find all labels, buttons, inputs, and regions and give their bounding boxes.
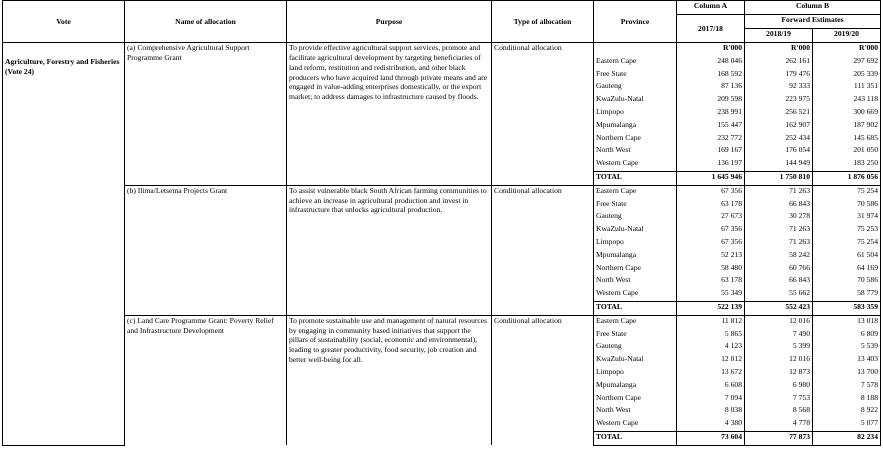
province-cell: Gauteng bbox=[594, 81, 677, 94]
value-2018-19: 12 016 bbox=[745, 354, 813, 367]
province-cell: Free State bbox=[594, 69, 677, 82]
year-2017-header: 2017/18 bbox=[677, 15, 745, 43]
value-2018-19: 58 242 bbox=[745, 250, 813, 263]
province-cell: North West bbox=[594, 145, 677, 158]
province-cell: KwaZulu-Natal bbox=[594, 224, 677, 237]
value-2017-18: 6 608 bbox=[677, 380, 745, 393]
province-cell bbox=[594, 43, 677, 56]
value-2018-19: 4 778 bbox=[745, 418, 813, 431]
value-2017-18: 248 046 bbox=[677, 56, 745, 69]
value-2019-20: 70 586 bbox=[813, 275, 881, 288]
value-2019-20: 75 254 bbox=[813, 237, 881, 250]
value-2019-20: 300 669 bbox=[813, 107, 881, 120]
value-2019-20: 5 539 bbox=[813, 341, 881, 354]
unit-label: R'000 bbox=[677, 43, 745, 56]
province-cell: Northern Cape bbox=[594, 393, 677, 406]
value-2019-20: 13 700 bbox=[813, 367, 881, 380]
value-2018-19: 7 753 bbox=[745, 393, 813, 406]
value-2017-18: 67 356 bbox=[677, 185, 745, 198]
value-2018-19: 8 568 bbox=[745, 405, 813, 418]
total-2017-18: 1 645 946 bbox=[677, 171, 745, 185]
value-2018-19: 30 278 bbox=[745, 211, 813, 224]
value-2019-20: 7 578 bbox=[813, 380, 881, 393]
value-2018-19: 179 476 bbox=[745, 69, 813, 82]
value-2019-20: 205 339 bbox=[813, 69, 881, 82]
table-row bbox=[3, 315, 881, 328]
value-2017-18: 87 136 bbox=[677, 81, 745, 94]
table-body bbox=[3, 43, 881, 446]
value-2017-18: 55 349 bbox=[677, 288, 745, 301]
province-cell: Limpopo bbox=[594, 367, 677, 380]
allocations-table bbox=[2, 0, 881, 446]
province-cell: Eastern Cape bbox=[594, 185, 677, 198]
province-cell: Western Cape bbox=[594, 288, 677, 301]
value-2017-18: 12 012 bbox=[677, 354, 745, 367]
value-2017-18: 7 094 bbox=[677, 393, 745, 406]
value-2019-20: 8 188 bbox=[813, 393, 881, 406]
value-2017-18: 232 772 bbox=[677, 133, 745, 146]
vote-cell: Agriculture, Forestry and Fisheries (Vote 24) bbox=[3, 43, 125, 446]
province-cell: KwaZulu-Natal bbox=[594, 354, 677, 367]
value-2018-19: 55 662 bbox=[745, 288, 813, 301]
province-cell: Limpopo bbox=[594, 107, 677, 120]
allocation-name: (a) Comprehensive Agricultural Support Programme Grant bbox=[125, 43, 287, 186]
value-2017-18: 168 592 bbox=[677, 69, 745, 82]
unit-label: R'000 bbox=[813, 43, 881, 56]
value-2019-20: 145 685 bbox=[813, 133, 881, 146]
total-2019-20: 1 876 056 bbox=[813, 171, 881, 185]
value-2019-20: 5 077 bbox=[813, 418, 881, 431]
value-2019-20: 75 253 bbox=[813, 224, 881, 237]
province-cell: Free State bbox=[594, 329, 677, 342]
value-2017-18: 63 178 bbox=[677, 275, 745, 288]
value-2019-20: 13 018 bbox=[813, 315, 881, 328]
value-2017-18: 58 480 bbox=[677, 263, 745, 276]
allocation-name: (b) Ilima/Letsema Projects Grant bbox=[125, 185, 287, 315]
value-2017-18: 5 865 bbox=[677, 329, 745, 342]
value-2018-19: 252 434 bbox=[745, 133, 813, 146]
province-cell: Eastern Cape bbox=[594, 315, 677, 328]
value-2018-19: 6 980 bbox=[745, 380, 813, 393]
province-cell: Gauteng bbox=[594, 341, 677, 354]
value-2017-18: 238 991 bbox=[677, 107, 745, 120]
value-2018-19: 92 333 bbox=[745, 81, 813, 94]
province-cell: Gauteng bbox=[594, 211, 677, 224]
vote-header: Vote bbox=[3, 1, 125, 43]
total-2017-18: 522 139 bbox=[677, 301, 745, 315]
value-2019-20: 64 169 bbox=[813, 263, 881, 276]
value-2019-20: 8 922 bbox=[813, 405, 881, 418]
total-2019-20: 82 234 bbox=[813, 431, 881, 445]
province-header: Province bbox=[594, 1, 677, 43]
table-header bbox=[3, 1, 881, 43]
value-2019-20: 31 974 bbox=[813, 211, 881, 224]
total-2019-20: 583 359 bbox=[813, 301, 881, 315]
table-row bbox=[3, 185, 881, 198]
value-2019-20: 75 254 bbox=[813, 185, 881, 198]
value-2019-20: 187 902 bbox=[813, 120, 881, 133]
province-cell: Mpumalanga bbox=[594, 250, 677, 263]
province-cell: North West bbox=[594, 275, 677, 288]
column-a-header: Column A bbox=[677, 1, 745, 15]
value-2018-19: 5 399 bbox=[745, 341, 813, 354]
province-cell: Eastern Cape bbox=[594, 56, 677, 69]
allocation-purpose: To promote sustainable use and management of natural resources by engaging in community based initiatives that support the pillars of sustainability (social, economic and environmental), leading to greater productivity, food security, job creation and better well-being for all. bbox=[287, 315, 492, 445]
year-2018-header: 2018/19 bbox=[745, 29, 813, 43]
value-2019-20: 61 504 bbox=[813, 250, 881, 263]
value-2018-19: 162 907 bbox=[745, 120, 813, 133]
column-b-header: Column B bbox=[745, 1, 881, 15]
total-2017-18: 73 604 bbox=[677, 431, 745, 445]
province-cell: Mpumalanga bbox=[594, 380, 677, 393]
total-2018-19: 552 423 bbox=[745, 301, 813, 315]
province-cell: Western Cape bbox=[594, 418, 677, 431]
allocation-name: (c) Land Care Programme Grant: Poverty Relief and Infrastructure Development bbox=[125, 315, 287, 445]
total-label: TOTAL bbox=[594, 301, 677, 315]
value-2017-18: 67 356 bbox=[677, 237, 745, 250]
value-2017-18: 169 167 bbox=[677, 145, 745, 158]
value-2017-18: 52 213 bbox=[677, 250, 745, 263]
value-2018-19: 71 263 bbox=[745, 185, 813, 198]
total-2018-19: 1 750 810 bbox=[745, 171, 813, 185]
province-cell: Northern Cape bbox=[594, 263, 677, 276]
value-2018-19: 66 843 bbox=[745, 275, 813, 288]
type-header: Type of allocation bbox=[492, 1, 594, 43]
allocation-purpose: To assist vulnerable black South African farming communities to achieve an increase in agricultural production and invest in infrastructure that unlocks agricultural production. bbox=[287, 185, 492, 315]
value-2017-18: 209 598 bbox=[677, 94, 745, 107]
value-2017-18: 13 672 bbox=[677, 367, 745, 380]
value-2018-19: 71 263 bbox=[745, 237, 813, 250]
unit-label: R'000 bbox=[745, 43, 813, 56]
value-2017-18: 63 178 bbox=[677, 199, 745, 212]
value-2019-20: 6 809 bbox=[813, 329, 881, 342]
name-header: Name of allocation bbox=[125, 1, 287, 43]
purpose-header: Purpose bbox=[287, 1, 492, 43]
province-cell: KwaZulu-Natal bbox=[594, 94, 677, 107]
allocation-type: Conditional allocation bbox=[492, 43, 594, 186]
value-2018-19: 256 521 bbox=[745, 107, 813, 120]
province-cell: Mpumalanga bbox=[594, 120, 677, 133]
province-cell: North West bbox=[594, 405, 677, 418]
value-2018-19: 12 873 bbox=[745, 367, 813, 380]
allocation-purpose: To provide effective agricultural support services, promote and facilitate agricultural development by targeting beneficiaries of land reform, restitution and redistribution, and other black producers who have acquired land through private means and are engaged in value-adding enterprises domestically, or the export market; to address damages to infrastructure caused by floods. bbox=[287, 43, 492, 186]
value-2017-18: 136 197 bbox=[677, 158, 745, 171]
value-2019-20: 13 403 bbox=[813, 354, 881, 367]
value-2017-18: 67 356 bbox=[677, 224, 745, 237]
forward-estimates-header: Forward Estimates bbox=[745, 15, 881, 29]
value-2018-19: 66 843 bbox=[745, 199, 813, 212]
value-2019-20: 70 586 bbox=[813, 199, 881, 212]
value-2019-20: 243 118 bbox=[813, 94, 881, 107]
value-2018-19: 7 490 bbox=[745, 329, 813, 342]
value-2018-19: 176 054 bbox=[745, 145, 813, 158]
unit-row bbox=[3, 43, 881, 56]
value-2019-20: 183 250 bbox=[813, 158, 881, 171]
value-2018-19: 223 975 bbox=[745, 94, 813, 107]
value-2017-18: 4 123 bbox=[677, 341, 745, 354]
value-2019-20: 201 050 bbox=[813, 145, 881, 158]
value-2018-19: 71 263 bbox=[745, 224, 813, 237]
total-label: TOTAL bbox=[594, 431, 677, 445]
value-2018-19: 262 161 bbox=[745, 56, 813, 69]
value-2017-18: 8 038 bbox=[677, 405, 745, 418]
value-2019-20: 297 692 bbox=[813, 56, 881, 69]
province-cell: Western Cape bbox=[594, 158, 677, 171]
value-2017-18: 155 447 bbox=[677, 120, 745, 133]
value-2018-19: 144 949 bbox=[745, 158, 813, 171]
value-2018-19: 60 766 bbox=[745, 263, 813, 276]
allocation-type: Conditional allocation bbox=[492, 185, 594, 315]
allocation-type: Conditional allocation bbox=[492, 315, 594, 445]
total-label: TOTAL bbox=[594, 171, 677, 185]
value-2019-20: 111 351 bbox=[813, 81, 881, 94]
value-2017-18: 27 673 bbox=[677, 211, 745, 224]
province-cell: Northern Cape bbox=[594, 133, 677, 146]
total-2018-19: 77 873 bbox=[745, 431, 813, 445]
province-cell: Limpopo bbox=[594, 237, 677, 250]
value-2017-18: 11 812 bbox=[677, 315, 745, 328]
year-2019-header: 2019/20 bbox=[813, 29, 881, 43]
value-2018-19: 12 016 bbox=[745, 315, 813, 328]
value-2017-18: 4 380 bbox=[677, 418, 745, 431]
value-2019-20: 58 779 bbox=[813, 288, 881, 301]
province-cell: Free State bbox=[594, 199, 677, 212]
